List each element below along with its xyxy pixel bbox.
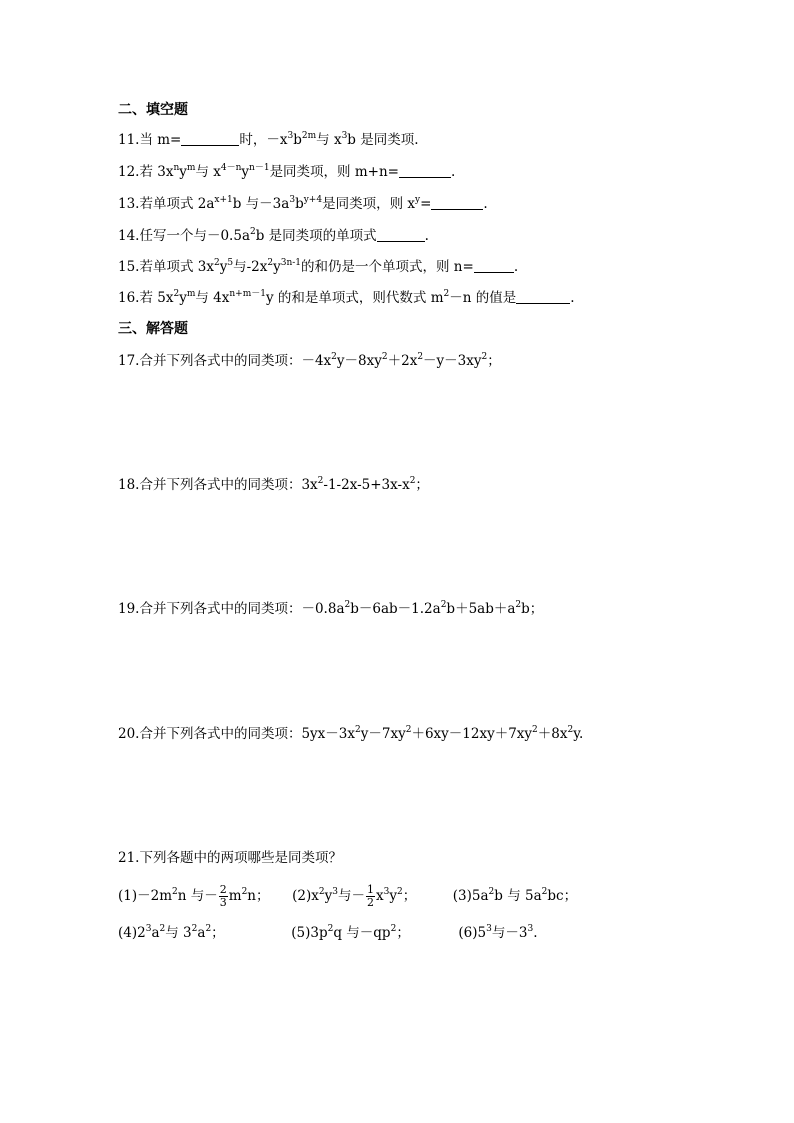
- answer-blank[interactable]: [474, 258, 514, 273]
- part-6: $(6)5^3$与$-3^3$.: [458, 924, 538, 941]
- question-21-row-1: [118, 884, 577, 909]
- part-1: $(1)-2m^2n$ 与－ $\frac{2}{3}$ $m^2n$；: [118, 883, 270, 909]
- question-21-title: 21.下列各题中的两项哪些是同类项？: [118, 850, 342, 866]
- question-17: 17.合并下列各式中的同类项：$-4x^2y-8xy^2+2x^2-y-3xy^2$；: [118, 352, 501, 369]
- answer-blank[interactable]: [399, 163, 451, 178]
- question-14: 14.任写一个与$-0.5a^2b$ 是同类项的单项式 .: [118, 227, 429, 244]
- question-19: 19.合并下列各式中的同类项：$-0.8a^2b-6ab-1.2a^2b+5ab+a^2b$；: [118, 600, 544, 617]
- answer-blank[interactable]: [516, 289, 570, 304]
- question-11: 11.当 m= 时，$-x^3b^{2m}$与 $x^3b$ 是同类项.: [118, 131, 419, 148]
- fraction-1-2: $\frac{1}{2}$: [366, 883, 374, 909]
- question-15: 15.若单项式 $3x^2y^5$与$-2x^2y^{3n-1}$的和仍是一个单项式，则 n= .: [118, 258, 519, 275]
- part-3: $(3)5a^2b$ 与 $5a^2bc$；: [452, 887, 578, 904]
- section-2-title: 二、填空题: [118, 102, 188, 118]
- part-2: $(2)x^2y^3$与－ $\frac{1}{2}$ $x^3y^2$；: [292, 883, 417, 909]
- question-21-row-2: [118, 923, 537, 943]
- section-3-title: 三、解答题: [118, 321, 188, 337]
- answer-blank[interactable]: [377, 227, 425, 242]
- question-20: 20.合并下列各式中的同类项：$5yx-3x^2y-7xy^2+6xy-12xy+7xy^2+8x^2y$.: [118, 725, 584, 742]
- question-16: 16.若 $5x^2y^m$与 $4x^{n+m-1}y$ 的和是单项式，则代数式 $m^2-n$ 的值是 .: [118, 289, 575, 306]
- question-12: 12.若 $3x^ny^m$与 $x^{4-n}y^{n-1}$是同类项，则 m+n= .: [118, 163, 456, 180]
- question-18: 18.合并下列各式中的同类项：$3x^2-1-2x-5+3x-x^2$；: [118, 476, 429, 493]
- part-4: $(4)2^3a^2$与 $3^2a^2$；: [118, 924, 225, 941]
- part-5: $(5)3p^2q$ 与$-qp^2$；: [291, 924, 410, 941]
- answer-blank[interactable]: [431, 195, 483, 210]
- answer-blank[interactable]: [181, 131, 239, 146]
- question-13: 13.若单项式 $2a^{x+1}b$ 与$-3a^3b^{y+4}$是同类项，则 $x^y=$ .: [118, 195, 488, 212]
- fraction-2-3: $\frac{2}{3}$: [219, 883, 227, 909]
